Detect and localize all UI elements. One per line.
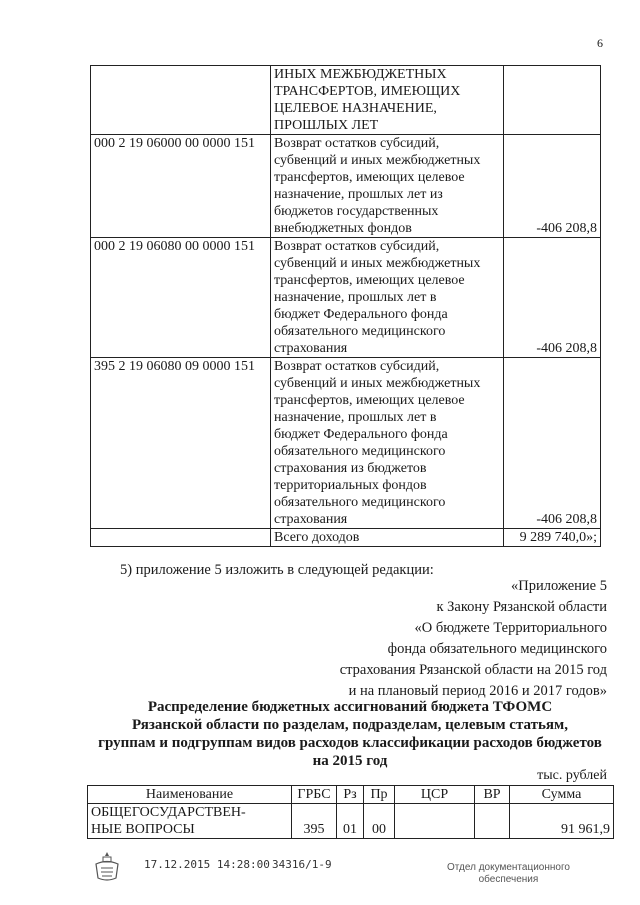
table-row <box>91 358 601 529</box>
row-sum: -406 208,8 <box>504 135 601 238</box>
stamp-line: обеспечения <box>478 874 539 885</box>
row-name-line: назначение, прошлых лет в <box>274 290 437 305</box>
row-sum: -406 208,8 <box>504 358 601 529</box>
total-sum: 9 289 740,0»; <box>504 529 601 547</box>
row-name-line: ПРОШЛЫХ ЛЕТ <box>274 118 379 133</box>
section-heading <box>80 698 620 770</box>
row-name-line: субвенций и иных межбюджетных <box>274 376 481 391</box>
row-sum: 91 961,9 <box>510 804 614 839</box>
header-rz: Рз <box>337 786 364 804</box>
total-row <box>91 529 601 547</box>
row-name <box>88 804 292 839</box>
heading-line: на 2015 год <box>312 753 388 769</box>
row-csr <box>395 804 475 839</box>
row-name-line: Возврат остатков субсидий, <box>274 136 440 151</box>
row-vr <box>475 804 510 839</box>
row-name-line: обязательного медицинского <box>274 495 446 510</box>
row-name-line: субвенций и иных межбюджетных <box>274 256 481 271</box>
heading-line: группам и подгруппам видов расходов классификации расходов бюджетов <box>98 735 602 751</box>
row-name-line: обязательного медицинского <box>274 324 446 339</box>
row-name-line: трансфертов, имеющих целевое <box>274 273 465 288</box>
row-name-line: страхования из бюджетов <box>274 461 427 476</box>
row-code: 395 2 19 06080 09 0000 151 <box>91 358 271 529</box>
row-name-line: бюджет Федерального фонда <box>274 307 448 322</box>
table-row <box>88 804 614 839</box>
table-row <box>91 135 601 238</box>
row-name-line: обязательного медицинского <box>274 444 446 459</box>
row-name <box>271 358 504 529</box>
page-number: 6 <box>597 36 603 50</box>
header-csr: ЦСР <box>395 786 475 804</box>
units-label: тыс. рублей <box>537 768 607 783</box>
row-code: 000 2 19 06000 00 0000 151 <box>91 135 271 238</box>
row-name-line: территориальных фондов <box>274 478 427 493</box>
row-name-line: назначение, прошлых лет из <box>274 187 443 202</box>
row-sum <box>504 66 601 135</box>
total-label: Всего доходов <box>271 529 504 547</box>
emblem-icon <box>92 850 122 884</box>
department-stamp <box>447 862 570 886</box>
row-name-line: внебюджетных фондов <box>274 221 412 236</box>
row-name-line: субвенций и иных межбюджетных <box>274 153 481 168</box>
row-name <box>271 238 504 358</box>
total-code <box>91 529 271 547</box>
row-name-line: ТРАНСФЕРТОВ, ИМЕЮЩИХ <box>274 84 461 99</box>
annex-line: «О бюджете Территориального <box>414 620 607 636</box>
row-name-line: Возврат остатков субсидий, <box>274 359 440 374</box>
row-name-line: ОБЩЕГОСУДАРСТВЕН- <box>91 805 246 820</box>
header-pr: Пр <box>364 786 395 804</box>
row-name-line: страхования <box>274 512 348 527</box>
row-grbs: 395 <box>292 804 337 839</box>
heading-line: Рязанской области по разделам, подразделам, целевым статьям, <box>131 717 569 733</box>
row-name-line: ЦЕЛЕВОЕ НАЗНАЧЕНИЕ, <box>274 101 437 116</box>
row-name <box>271 135 504 238</box>
header-sum: Сумма <box>510 786 614 804</box>
header-name: Наименование <box>88 786 292 804</box>
table-row <box>91 66 601 135</box>
footer-doc-number: 34316/1-9 <box>272 858 332 871</box>
row-pr: 00 <box>364 804 395 839</box>
row-name-line: НЫЕ ВОПРОСЫ <box>91 822 195 837</box>
annex-line: страхования Рязанской области на 2015 год <box>339 662 607 678</box>
annex-header <box>340 576 607 702</box>
annex-line: и на плановый период 2016 и 2017 годов» <box>348 683 607 699</box>
row-rz: 01 <box>337 804 364 839</box>
annex-line: фонда обязательного медицинского <box>387 641 607 657</box>
row-name-line: назначение, прошлых лет в <box>274 410 437 425</box>
amendment-text: 5) приложение 5 изложить в следующей редакции: <box>120 562 434 578</box>
row-sum: -406 208,8 <box>504 238 601 358</box>
annex-line: к Закону Рязанской области <box>436 599 607 615</box>
header-grbs: ГРБС <box>292 786 337 804</box>
row-name-line: бюджет Федерального фонда <box>274 427 448 442</box>
row-name-line: бюджетов государственных <box>274 204 439 219</box>
table-row <box>91 238 601 358</box>
annex-line: «Приложение 5 <box>511 578 607 594</box>
budget-allocation-table <box>87 785 614 839</box>
footer-datetime: 17.12.2015 14:28:00 <box>144 858 270 871</box>
row-name-line: ИНЫХ МЕЖБЮДЖЕТНЫХ <box>274 67 447 82</box>
table-header-row <box>88 786 614 804</box>
row-name-line: страхования <box>274 341 348 356</box>
row-name <box>271 66 504 135</box>
heading-line: Распределение бюджетных ассигнований бюджета ТФОМС <box>147 699 553 715</box>
row-name-line: Возврат остатков субсидий, <box>274 239 440 254</box>
stamp-line: Отдел документационного <box>447 862 570 873</box>
row-code <box>91 66 271 135</box>
row-name-line: трансфертов, имеющих целевое <box>274 393 465 408</box>
row-code: 000 2 19 06080 00 0000 151 <box>91 238 271 358</box>
header-vr: ВР <box>475 786 510 804</box>
row-name-line: трансфертов, имеющих целевое <box>274 170 465 185</box>
income-table <box>90 65 601 547</box>
